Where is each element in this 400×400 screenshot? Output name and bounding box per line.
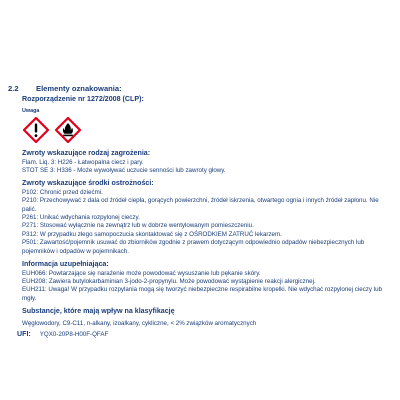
hazard-statements — [22, 159, 396, 176]
precaution-line: P261: Unikać wdychania rozpylonej cieczy. — [22, 214, 140, 222]
regulation-heading: Rozporządzenie nr 1272/2008 (CLP): — [22, 95, 144, 103]
flame-pictogram-icon — [55, 117, 81, 143]
substances-heading: Substancje, które mają wpływ na klasyfikację — [22, 307, 175, 316]
precaution-heading: Zwroty wskazujące środki ostrożności: — [22, 179, 154, 188]
precaution-line: P271: Stosować wyłącznie na zewnątrz lub w dobrze wentylowanym pomieszczeniu. — [22, 222, 254, 230]
precaution-line: P102: Chronić przed dziećmi. — [22, 188, 103, 196]
supplementary-line: EUH066: Powtarzające się narażenie może powodować wysuszanie lub pękanie skóry. — [22, 269, 261, 277]
substances-line: Węglowodory, C9-C11, n-alkany, izoalkany, cykliczne, < 2% związków aromatycznych — [22, 319, 257, 327]
supplementary-heading: Informacja uzupełniająca: — [22, 260, 109, 269]
exclamation-mark-pictogram-icon — [23, 117, 49, 143]
precaution-line: P501: Zawartość/pojemnik usuwać do zbiorników zgodnie z prawem dotyczącym odpowiednio odpadów niebezpiecznych lub — [22, 239, 365, 247]
ufi-row — [17, 330, 396, 340]
supplementary-line: EUH208: Zawiera butylokarbaminian 3-jodo-2-propynylu. Może powodować wystąpienie reakcji alergicznej. — [22, 277, 316, 285]
precaution-line: palić. — [22, 205, 37, 213]
section-title: Elementy oznakowania: — [36, 84, 122, 93]
precaution-line: P210: Przechowywać z dala od źródeł ciepła, gorących powierzchni, źródeł iskrzenia, otwartego ognia i innych źródeł zapłonu. Nie — [22, 197, 379, 205]
section-number: 2.2 — [8, 84, 19, 93]
precaution-statements — [22, 189, 396, 256]
supplementary-line: mgły. — [22, 294, 37, 302]
hazard-heading: Zwroty wskazujące rodzaj zagrożenia: — [22, 149, 151, 157]
supplementary-statements — [22, 270, 396, 304]
ufi-label: UFI: — [17, 330, 31, 339]
hazard-line: Flam. Liq. 3: H226 - Łatwopalna ciecz i pary. — [22, 158, 144, 166]
ghs-pictograms — [23, 117, 396, 143]
supplementary-line: EUH211: Uwaga! W przypadku rozpylania mogą się tworzyć niebezpieczne respirabilne kropelki. Nie wdychać rozpylonej cieczy lub — [22, 286, 382, 294]
precaution-line: pojemników i odpadów w pojemnikach. — [22, 247, 129, 255]
section-body — [17, 94, 396, 340]
precaution-line: P312: W przypadku złego samopoczucia skontaktować się z OŚRODKIEM ZATRUĆ lekarzem. — [22, 230, 282, 238]
hazard-line: STOT SE 3: H336 - Może wywoływać uczucie senności lub zawroty głowy. — [22, 166, 226, 174]
ufi-value: YQX0-20P8-H00F-QFAF — [39, 331, 109, 339]
signal-word: Uwaga — [22, 108, 40, 114]
